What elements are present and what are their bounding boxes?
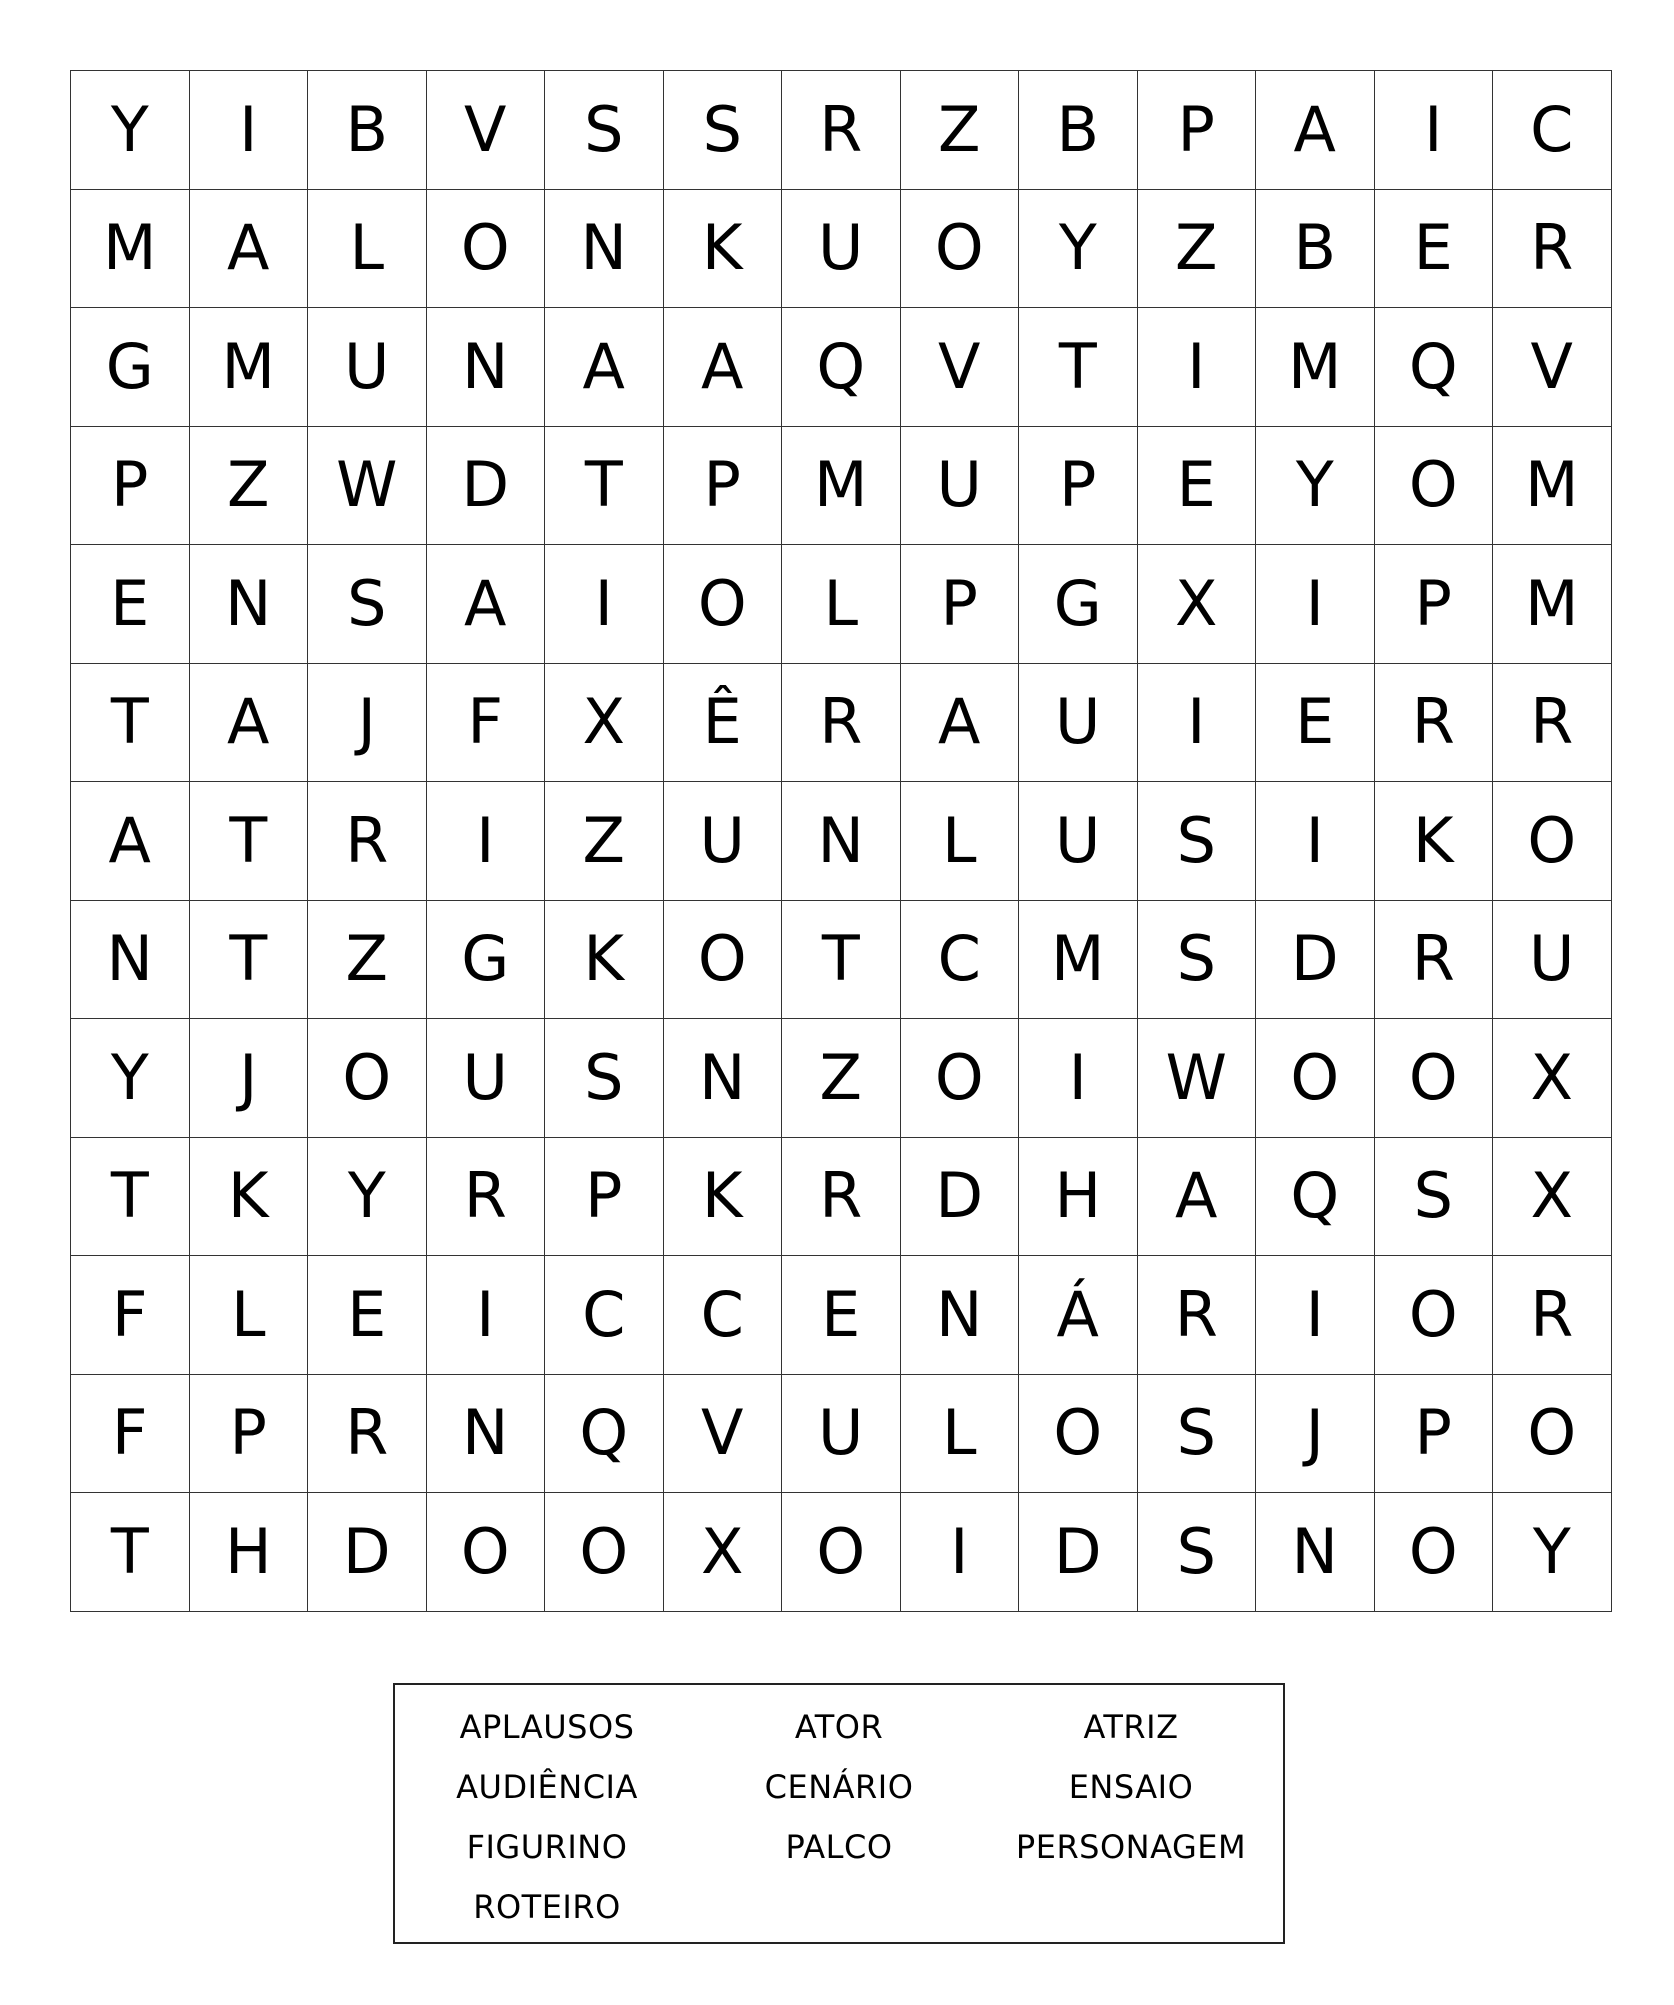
grid-cell[interactable]: T <box>71 1493 190 1612</box>
grid-cell[interactable]: I <box>1375 71 1494 190</box>
grid-cell[interactable]: N <box>545 190 664 309</box>
grid-cell[interactable]: H <box>1019 1138 1138 1257</box>
grid-cell[interactable]: E <box>308 1256 427 1375</box>
grid-cell[interactable]: A <box>190 664 309 783</box>
grid-cell[interactable]: S <box>1138 901 1257 1020</box>
grid-cell[interactable]: A <box>427 545 546 664</box>
grid-cell[interactable]: O <box>1493 1375 1612 1494</box>
grid-cell[interactable]: S <box>1138 1493 1257 1612</box>
word-list-item: ENSAIO <box>1068 1768 1194 1806</box>
grid-cell[interactable]: O <box>1375 1256 1494 1375</box>
grid-cell[interactable]: O <box>1493 782 1612 901</box>
grid-cell[interactable]: S <box>545 1019 664 1138</box>
grid-cell[interactable]: O <box>901 1019 1020 1138</box>
grid-cell[interactable]: U <box>1019 782 1138 901</box>
grid-cell[interactable]: O <box>308 1019 427 1138</box>
grid-cell[interactable]: I <box>1256 782 1375 901</box>
grid-cell[interactable]: B <box>1256 190 1375 309</box>
grid-cell[interactable]: X <box>545 664 664 783</box>
grid-cell[interactable]: S <box>1375 1138 1494 1257</box>
grid-cell[interactable]: M <box>1019 901 1138 1020</box>
grid-cell[interactable]: N <box>190 545 309 664</box>
grid-cell[interactable]: N <box>901 1256 1020 1375</box>
word-list-item: PALCO <box>785 1828 893 1866</box>
grid-cell[interactable]: N <box>1256 1493 1375 1612</box>
grid-cell[interactable]: R <box>308 1375 427 1494</box>
grid-cell[interactable]: K <box>1375 782 1494 901</box>
grid-cell[interactable]: M <box>71 190 190 309</box>
grid-cell[interactable]: E <box>71 545 190 664</box>
grid-cell[interactable]: P <box>664 427 783 546</box>
grid-cell[interactable]: P <box>1375 1375 1494 1494</box>
grid-cell[interactable]: G <box>427 901 546 1020</box>
grid-cell[interactable]: D <box>1019 1493 1138 1612</box>
grid-cell[interactable]: U <box>901 427 1020 546</box>
grid-cell[interactable]: N <box>664 1019 783 1138</box>
word-list-item: CENÁRIO <box>764 1768 914 1806</box>
grid-cell[interactable]: U <box>664 782 783 901</box>
grid-cell[interactable]: O <box>664 545 783 664</box>
grid-cell[interactable]: M <box>1493 545 1612 664</box>
grid-cell[interactable]: X <box>1493 1138 1612 1257</box>
grid-cell[interactable]: V <box>901 308 1020 427</box>
word-list-item: APLAUSOS <box>459 1708 635 1746</box>
grid-cell[interactable]: P <box>1138 71 1257 190</box>
grid-cell[interactable]: X <box>1138 545 1257 664</box>
grid-cell[interactable]: O <box>664 901 783 1020</box>
grid-cell[interactable]: N <box>71 901 190 1020</box>
grid-cell[interactable]: I <box>1138 308 1257 427</box>
grid-cell[interactable]: U <box>782 190 901 309</box>
grid-cell[interactable]: Z <box>782 1019 901 1138</box>
grid-cell[interactable]: C <box>901 901 1020 1020</box>
grid-cell[interactable]: P <box>190 1375 309 1494</box>
grid-cell[interactable]: M <box>190 308 309 427</box>
grid-cell[interactable]: I <box>427 1256 546 1375</box>
grid-cell[interactable]: I <box>1138 664 1257 783</box>
grid-cell[interactable]: R <box>1493 664 1612 783</box>
grid-cell[interactable]: Y <box>1019 190 1138 309</box>
grid-cell[interactable]: T <box>782 901 901 1020</box>
grid-cell[interactable]: T <box>71 664 190 783</box>
grid-cell[interactable]: A <box>190 190 309 309</box>
grid-cell[interactable]: D <box>308 1493 427 1612</box>
grid-cell[interactable]: I <box>545 545 664 664</box>
grid-cell[interactable]: X <box>1493 1019 1612 1138</box>
grid-cell[interactable]: U <box>427 1019 546 1138</box>
word-list-item: ROTEIRO <box>473 1888 621 1926</box>
grid-cell[interactable]: D <box>1256 901 1375 1020</box>
grid-cell[interactable]: Y <box>1493 1493 1612 1612</box>
grid-cell[interactable]: A <box>664 308 783 427</box>
grid-cell[interactable]: T <box>545 427 664 546</box>
letter-grid <box>70 70 1612 1612</box>
grid-cell[interactable]: I <box>427 782 546 901</box>
grid-cell[interactable]: K <box>664 190 783 309</box>
grid-cell[interactable]: J <box>190 1019 309 1138</box>
grid-cell[interactable]: B <box>308 71 427 190</box>
grid-cell[interactable]: N <box>427 308 546 427</box>
grid-cell[interactable]: C <box>664 1256 783 1375</box>
grid-cell[interactable]: L <box>901 782 1020 901</box>
grid-cell[interactable]: Q <box>782 308 901 427</box>
grid-cell[interactable]: R <box>427 1138 546 1257</box>
grid-cell[interactable]: I <box>901 1493 1020 1612</box>
word-list-item: ATOR <box>794 1708 884 1746</box>
grid-cell[interactable]: E <box>1375 190 1494 309</box>
grid-cell[interactable]: O <box>1256 1019 1375 1138</box>
grid-cell[interactable]: K <box>190 1138 309 1257</box>
word-list-item: ATRIZ <box>1083 1708 1179 1746</box>
grid-cell[interactable]: M <box>1493 427 1612 546</box>
grid-cell[interactable]: O <box>1019 1375 1138 1494</box>
grid-cell[interactable]: M <box>782 427 901 546</box>
grid-cell[interactable]: Á <box>1019 1256 1138 1375</box>
grid-cell[interactable]: P <box>1019 427 1138 546</box>
grid-cell[interactable]: P <box>71 427 190 546</box>
grid-cell[interactable]: G <box>1019 545 1138 664</box>
grid-cell[interactable]: Y <box>71 1019 190 1138</box>
grid-cell[interactable]: N <box>782 782 901 901</box>
grid-cell[interactable]: G <box>71 308 190 427</box>
grid-cell[interactable]: V <box>664 1375 783 1494</box>
grid-cell[interactable]: U <box>1493 901 1612 1020</box>
grid-cell[interactable]: O <box>427 1493 546 1612</box>
grid-cell[interactable]: D <box>427 427 546 546</box>
grid-cell[interactable]: I <box>1019 1019 1138 1138</box>
word-list-item: AUDIÊNCIA <box>456 1768 638 1806</box>
grid-cell[interactable]: I <box>1256 545 1375 664</box>
grid-cell[interactable]: R <box>782 664 901 783</box>
grid-cell[interactable]: P <box>545 1138 664 1257</box>
grid-cell[interactable]: L <box>901 1375 1020 1494</box>
grid-cell[interactable]: Y <box>308 1138 427 1257</box>
grid-cell[interactable]: B <box>1019 71 1138 190</box>
grid-cell[interactable]: X <box>664 1493 783 1612</box>
grid-cell[interactable]: S <box>308 545 427 664</box>
grid-cell[interactable]: Ê <box>664 664 783 783</box>
grid-cell[interactable]: Q <box>545 1375 664 1494</box>
grid-cell[interactable]: S <box>545 71 664 190</box>
grid-cell[interactable]: O <box>901 190 1020 309</box>
word-list-item: PERSONAGEM <box>1015 1828 1247 1866</box>
grid-cell[interactable]: Y <box>71 71 190 190</box>
grid-cell[interactable]: Z <box>545 782 664 901</box>
grid-cell[interactable]: T <box>71 1138 190 1257</box>
grid-cell[interactable]: F <box>71 1256 190 1375</box>
grid-cell[interactable]: A <box>545 308 664 427</box>
grid-cell[interactable]: V <box>427 71 546 190</box>
grid-cell[interactable]: A <box>901 664 1020 783</box>
grid-cell[interactable]: I <box>1256 1256 1375 1375</box>
grid-cell[interactable]: J <box>308 664 427 783</box>
grid-cell[interactable]: U <box>1019 664 1138 783</box>
grid-cell[interactable]: R <box>782 1138 901 1257</box>
grid-cell[interactable]: Q <box>1256 1138 1375 1257</box>
grid-cell[interactable]: A <box>71 782 190 901</box>
grid-cell[interactable]: O <box>427 190 546 309</box>
grid-cell[interactable]: W <box>308 427 427 546</box>
grid-cell[interactable]: R <box>782 71 901 190</box>
grid-cell[interactable]: Q <box>1375 308 1494 427</box>
grid-cell[interactable]: W <box>1138 1019 1257 1138</box>
grid-cell[interactable]: R <box>1493 1256 1612 1375</box>
grid-cell[interactable]: A <box>1256 71 1375 190</box>
grid-cell[interactable]: Z <box>1138 190 1257 309</box>
grid-cell[interactable]: F <box>71 1375 190 1494</box>
grid-cell[interactable]: R <box>1493 190 1612 309</box>
grid-cell[interactable]: P <box>901 545 1020 664</box>
grid-cell[interactable]: H <box>190 1493 309 1612</box>
grid-cell[interactable]: O <box>782 1493 901 1612</box>
grid-cell[interactable]: T <box>190 901 309 1020</box>
grid-cell[interactable]: Z <box>901 71 1020 190</box>
grid-cell[interactable]: O <box>1375 1019 1494 1138</box>
grid-cell[interactable]: E <box>1256 664 1375 783</box>
grid-cell[interactable]: Y <box>1256 427 1375 546</box>
grid-cell[interactable]: M <box>1256 308 1375 427</box>
grid-cell[interactable]: S <box>1138 1375 1257 1494</box>
grid-cell[interactable]: C <box>1493 71 1612 190</box>
grid-cell[interactable]: T <box>1019 308 1138 427</box>
grid-cell[interactable]: T <box>190 782 309 901</box>
grid-cell[interactable]: E <box>782 1256 901 1375</box>
grid-cell[interactable]: R <box>1138 1256 1257 1375</box>
grid-cell[interactable]: L <box>190 1256 309 1375</box>
grid-cell[interactable]: D <box>901 1138 1020 1257</box>
grid-cell[interactable]: E <box>1138 427 1257 546</box>
grid-cell[interactable]: O <box>1375 427 1494 546</box>
grid-cell[interactable]: V <box>1493 308 1612 427</box>
grid-cell[interactable]: O <box>545 1493 664 1612</box>
grid-cell[interactable]: U <box>782 1375 901 1494</box>
grid-cell[interactable]: A <box>1138 1138 1257 1257</box>
grid-cell[interactable]: S <box>664 71 783 190</box>
grid-cell[interactable]: L <box>782 545 901 664</box>
grid-cell[interactable]: U <box>308 308 427 427</box>
grid-cell[interactable]: R <box>308 782 427 901</box>
grid-cell[interactable]: R <box>1375 664 1494 783</box>
grid-cell[interactable]: I <box>190 71 309 190</box>
word-list <box>393 1683 1285 1944</box>
grid-cell[interactable]: Z <box>190 427 309 546</box>
grid-cell[interactable]: K <box>545 901 664 1020</box>
grid-cell[interactable]: N <box>427 1375 546 1494</box>
grid-cell[interactable]: C <box>545 1256 664 1375</box>
grid-cell[interactable]: P <box>1375 545 1494 664</box>
grid-cell[interactable]: O <box>1375 1493 1494 1612</box>
grid-cell[interactable]: S <box>1138 782 1257 901</box>
grid-cell[interactable]: L <box>308 190 427 309</box>
grid-cell[interactable]: F <box>427 664 546 783</box>
grid-cell[interactable]: J <box>1256 1375 1375 1494</box>
grid-cell[interactable]: R <box>1375 901 1494 1020</box>
grid-cell[interactable]: K <box>664 1138 783 1257</box>
grid-cell[interactable]: Z <box>308 901 427 1020</box>
word-list-item: FIGURINO <box>466 1828 628 1866</box>
